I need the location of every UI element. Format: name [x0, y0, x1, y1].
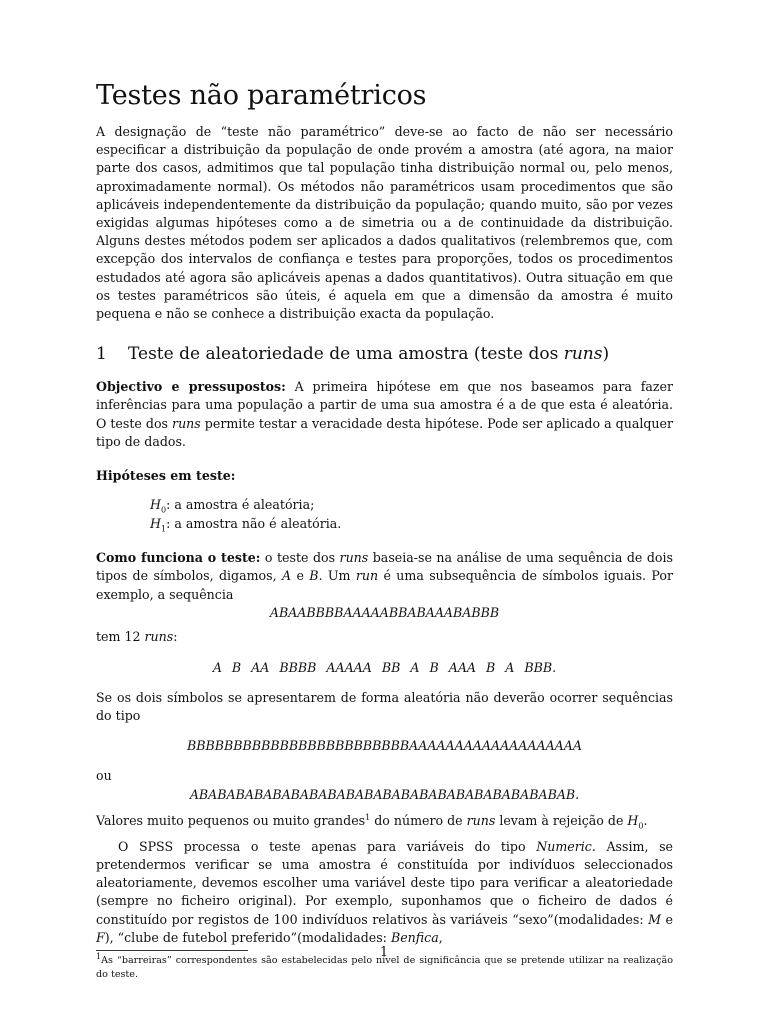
sequence-example: ABAABBBBAAAAABBABAAABABBB: [269, 604, 500, 620]
section-title-end: ): [602, 344, 610, 365]
footnote-mark: 1: [96, 951, 102, 961]
valores-text-2: do número de: [370, 812, 467, 828]
spss-text-3: e: [661, 911, 673, 927]
document-page: [96, 80, 673, 982]
h1-symbol: H: [150, 516, 161, 532]
valores-text-3: levam à rejeição de: [495, 812, 628, 828]
funciona-text-2: baseia-se na análise de uma sequência de dois tipos de símbolos, digamos,: [96, 550, 673, 584]
spss-text-4: ), “clube de futebol preferido”(modalidades:: [104, 929, 391, 945]
section-heading: [96, 344, 673, 364]
hipoteses-label: Hipóteses em teste:: [96, 468, 236, 484]
funciona-text-5: é uma subsequência de símbolos iguais. Por exemplo, a sequência: [96, 568, 673, 602]
tem-runs-line: [96, 628, 673, 646]
ou-text: ou: [96, 768, 112, 784]
page-number: 1: [379, 944, 388, 959]
long-sequence-2: ABABABABABABABABABABABABABABABABABABABABAB.: [189, 786, 580, 802]
spss-text-2: . Assim, se pretendermos verificar se uma amostra é constituída por indivíduos seleccionados aleatoriamente, devemos escolher uma variável deste tipo para verificar a aleatoriedade (sempre no ficheiro original). Por exemplo, suponhamos que o ficheiro de dados é constituído por registos de 100 indivíduos relativos às variáveis “sexo”(modalidades:: [96, 838, 673, 927]
funciona-label: Como funciona o teste:: [96, 550, 261, 566]
objectivo-text: A primeira hipótese em que nos baseamos para fazer inferências para uma população a partir de uma sua amostra é a de que esta é aleatória. O teste dos: [96, 379, 673, 431]
funciona-text-3: e: [291, 568, 310, 584]
hypothesis-h0: [150, 495, 673, 514]
valores-text: Valores muito pequenos ou muito grandes: [96, 812, 366, 828]
intro-paragraph: A designação de “teste não paramétrico” deve-se ao facto de não ser necessário especificar a distribuição da população de onde provém a amostra (até agora, na maior parte dos casos, admitimos que tal população tinha distribuição normal ou, pelo menos, aproximadamente normal). Os métodos não paramétricos usam procedimentos que são aplicáveis independentemente da distribuição da população; quando muito, são por vezes exigidas algumas hipóteses como a de simetria ou a de continuidade da distribuição. Alguns destes métodos podem ser aplicados a dados qualitativos (relembremos que, com excepção dos intervalos de confiança e testes para proporções, todos os procedimentos estudados até agora são aplicáveis apenas a dados quantitativos). Outra situação em que os testes paramétricos são úteis, é aquela em que a dimensão da amostra é muito pequena e não se conhece a distribuição exacta da população.: [96, 124, 673, 322]
spss-em: Numeric: [536, 838, 592, 854]
h0-text: : a amostra é aleatória;: [166, 497, 315, 513]
h1-subscript: 1: [160, 524, 167, 534]
footnote-ref[interactable]: 1: [365, 812, 371, 822]
tem-em: runs: [144, 628, 174, 644]
h1-text: : a amostra não é aleatória.: [166, 516, 342, 532]
funciona-em: runs: [339, 550, 369, 566]
runs-split-sequence: A B AA BBBB AAAAA BB A B AAA B A BBB.: [212, 660, 557, 676]
objectivo-em: runs: [172, 415, 201, 431]
valores-em: runs: [466, 812, 496, 828]
valores-h: H: [627, 812, 639, 828]
se-os-paragraph: Se os dois símbolos se apresentarem de forma aleatória não deverão ocorrer sequências do tipo: [96, 690, 673, 724]
objectivo-paragraph: [96, 378, 673, 451]
objectivo-text-2: permite testar a veracidade desta hipótese. Pode ser aplicado a qualquer tipo de dados.: [96, 415, 673, 449]
spss-benfica: Benfica: [390, 929, 439, 945]
valores-h-sub: 0: [638, 821, 644, 831]
symbol-a: A: [281, 568, 292, 584]
funciona-em-2: run: [355, 568, 379, 584]
spss-f: F: [96, 929, 105, 945]
objectivo-label: Objectivo e pressupostos:: [96, 379, 286, 395]
footnote-text: As “barreiras” correspondentes são estabelecidas pelo nível de significância que se pretende utilizar na realização do teste.: [96, 955, 673, 981]
long-sequence-1: BBBBBBBBBBBBBBBBBBBBBBBBAAAAAAAAAAAAAAAAAAA: [187, 738, 582, 754]
spss-paragraph: [96, 838, 673, 947]
spss-text-5: ,: [438, 929, 443, 945]
funciona-text: o teste dos: [260, 550, 340, 566]
section-title-em: runs: [563, 344, 603, 365]
valores-paragraph: [96, 812, 673, 830]
funciona-paragraph: [96, 549, 673, 604]
symbol-b: B: [309, 568, 319, 584]
h0-symbol: H: [150, 497, 161, 513]
spss-m: M: [648, 911, 662, 927]
hipoteses-heading: [96, 467, 673, 485]
tem-text: tem 12: [96, 628, 145, 644]
section-number: 1: [96, 344, 107, 365]
tem-end: :: [173, 628, 178, 644]
hypothesis-h1: [150, 514, 673, 533]
spss-text: O SPSS processa o teste apenas para variáveis do tipo: [118, 838, 537, 854]
page-title: Testes não paramétricos: [96, 80, 427, 111]
h0-subscript: 0: [160, 505, 167, 515]
funciona-text-4: . Um: [318, 568, 356, 584]
valores-text-4: .: [643, 812, 648, 828]
section-title: Teste de aleatoriedade de uma amostra (teste dos: [128, 344, 564, 365]
